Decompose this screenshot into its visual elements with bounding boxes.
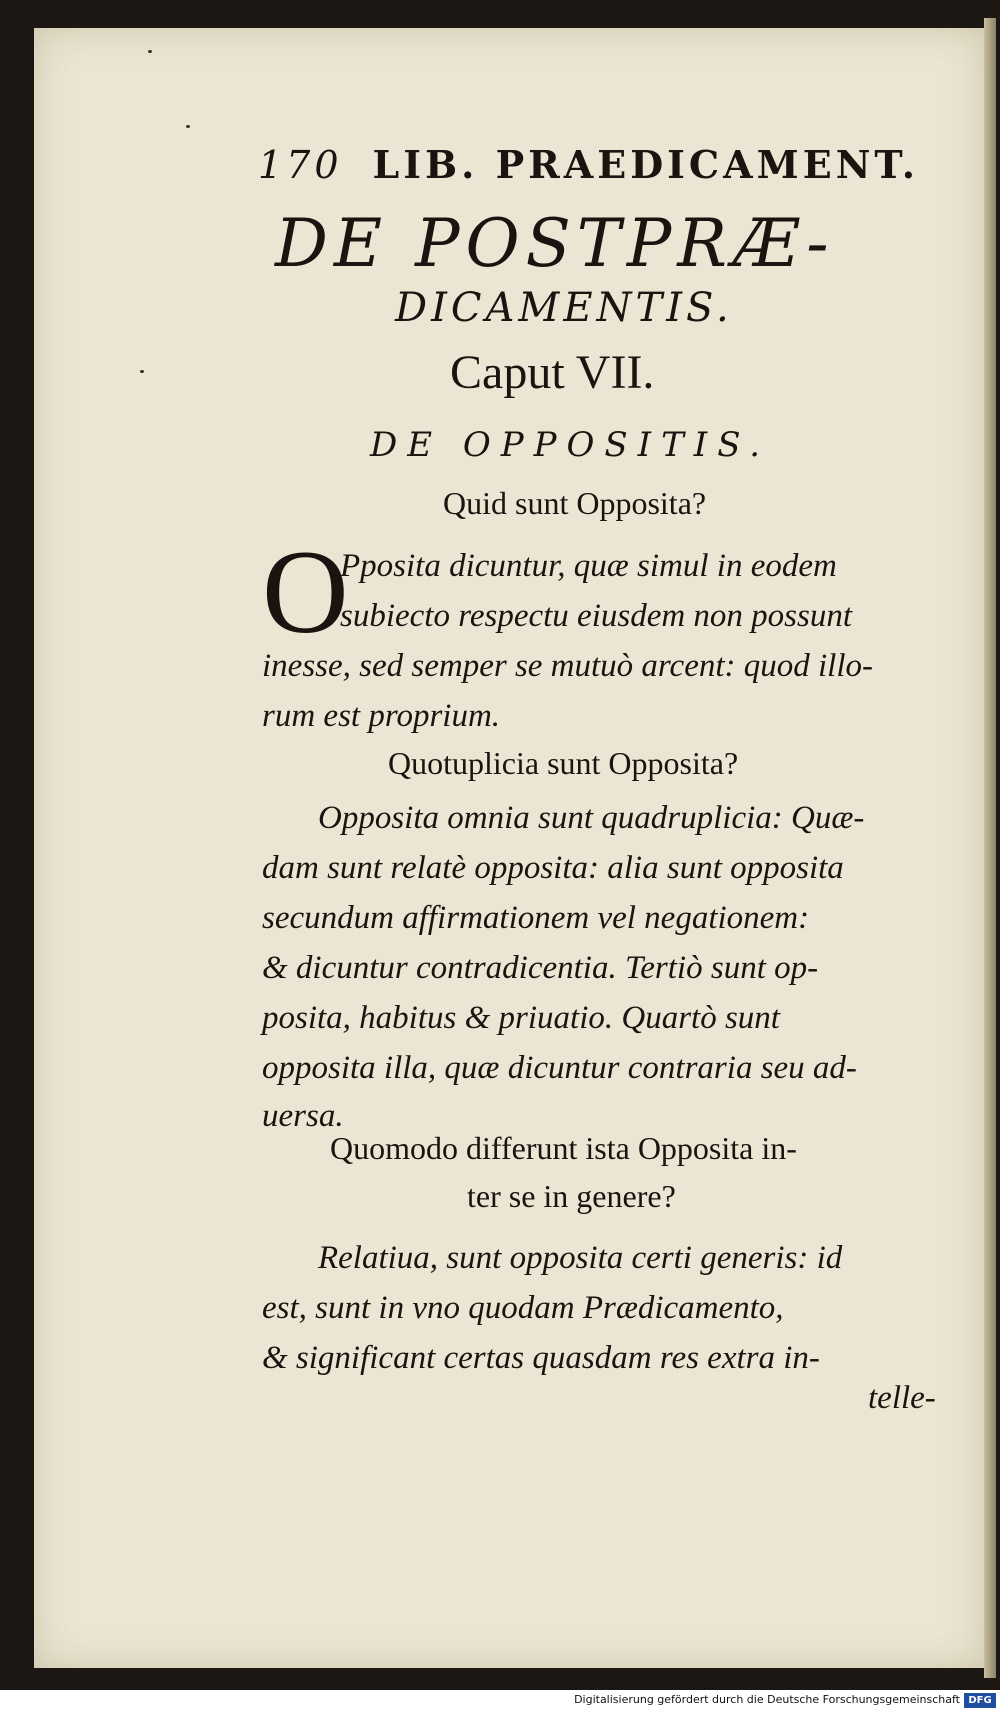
text-line: Pposita dicuntur, quæ simul in eodem [340,548,837,584]
text-line: subiecto respectu eiusdem non possunt [340,598,853,634]
text-line: est, sunt in vno quodam Prædicamento, [262,1290,784,1326]
text-line: posita, habitus & priuatio. Quartò sunt [262,1000,780,1036]
dfg-logo-icon: DFG [964,1693,996,1708]
text-line: inesse, sed semper se mutuò arcent: quod illo- [262,648,873,684]
question-heading: Quotuplicia sunt Opposita? [388,745,739,781]
footer-bar [0,1690,1000,1712]
running-head-text: LIB. PRAEDICAMENT. [372,142,920,187]
text-line: Relatiua, sunt opposita certi generis: id [318,1240,843,1276]
drop-cap: O [262,525,349,658]
footer-credit: Digitalisierung gefördert durch die Deutsche Forschungsgemeinschaft [574,1693,960,1706]
page-edge [984,18,996,1678]
question-heading-cont: ter se in genere? [467,1178,676,1214]
chapter-heading: Caput VII. [450,346,655,399]
paper-speck [148,50,152,53]
text-line: rum est proprium. [262,698,501,734]
page-number: 170 [258,143,343,187]
question-heading: Quomodo differunt ista Opposita in- [330,1130,797,1166]
text-line: Opposita omnia sunt quadruplicia: Quæ- [318,800,865,836]
text-line: dam sunt relatè opposita: alia sunt opposita [262,850,844,886]
text-line: uersa. [262,1098,344,1134]
title-line-2: DICAMENTIS. [395,285,733,331]
paper-speck [140,370,144,373]
running-head [258,142,920,187]
paper-speck [186,125,190,128]
text-line: opposita illa, quæ dicuntur contraria seu ad- [262,1050,857,1086]
title-line-1: DE POSTPRÆ- [275,205,835,282]
catchword: telle- [868,1380,936,1416]
text-line: & dicuntur contradicentia. Tertiò sunt op- [262,950,819,986]
section-heading: DE OPPOSITIS. [370,425,771,465]
text-line: & significant certas quasdam res extra in- [262,1340,820,1376]
question-heading: Quid sunt Opposita? [443,485,707,521]
text-line: secundum affirmationem vel negationem: [262,900,810,936]
